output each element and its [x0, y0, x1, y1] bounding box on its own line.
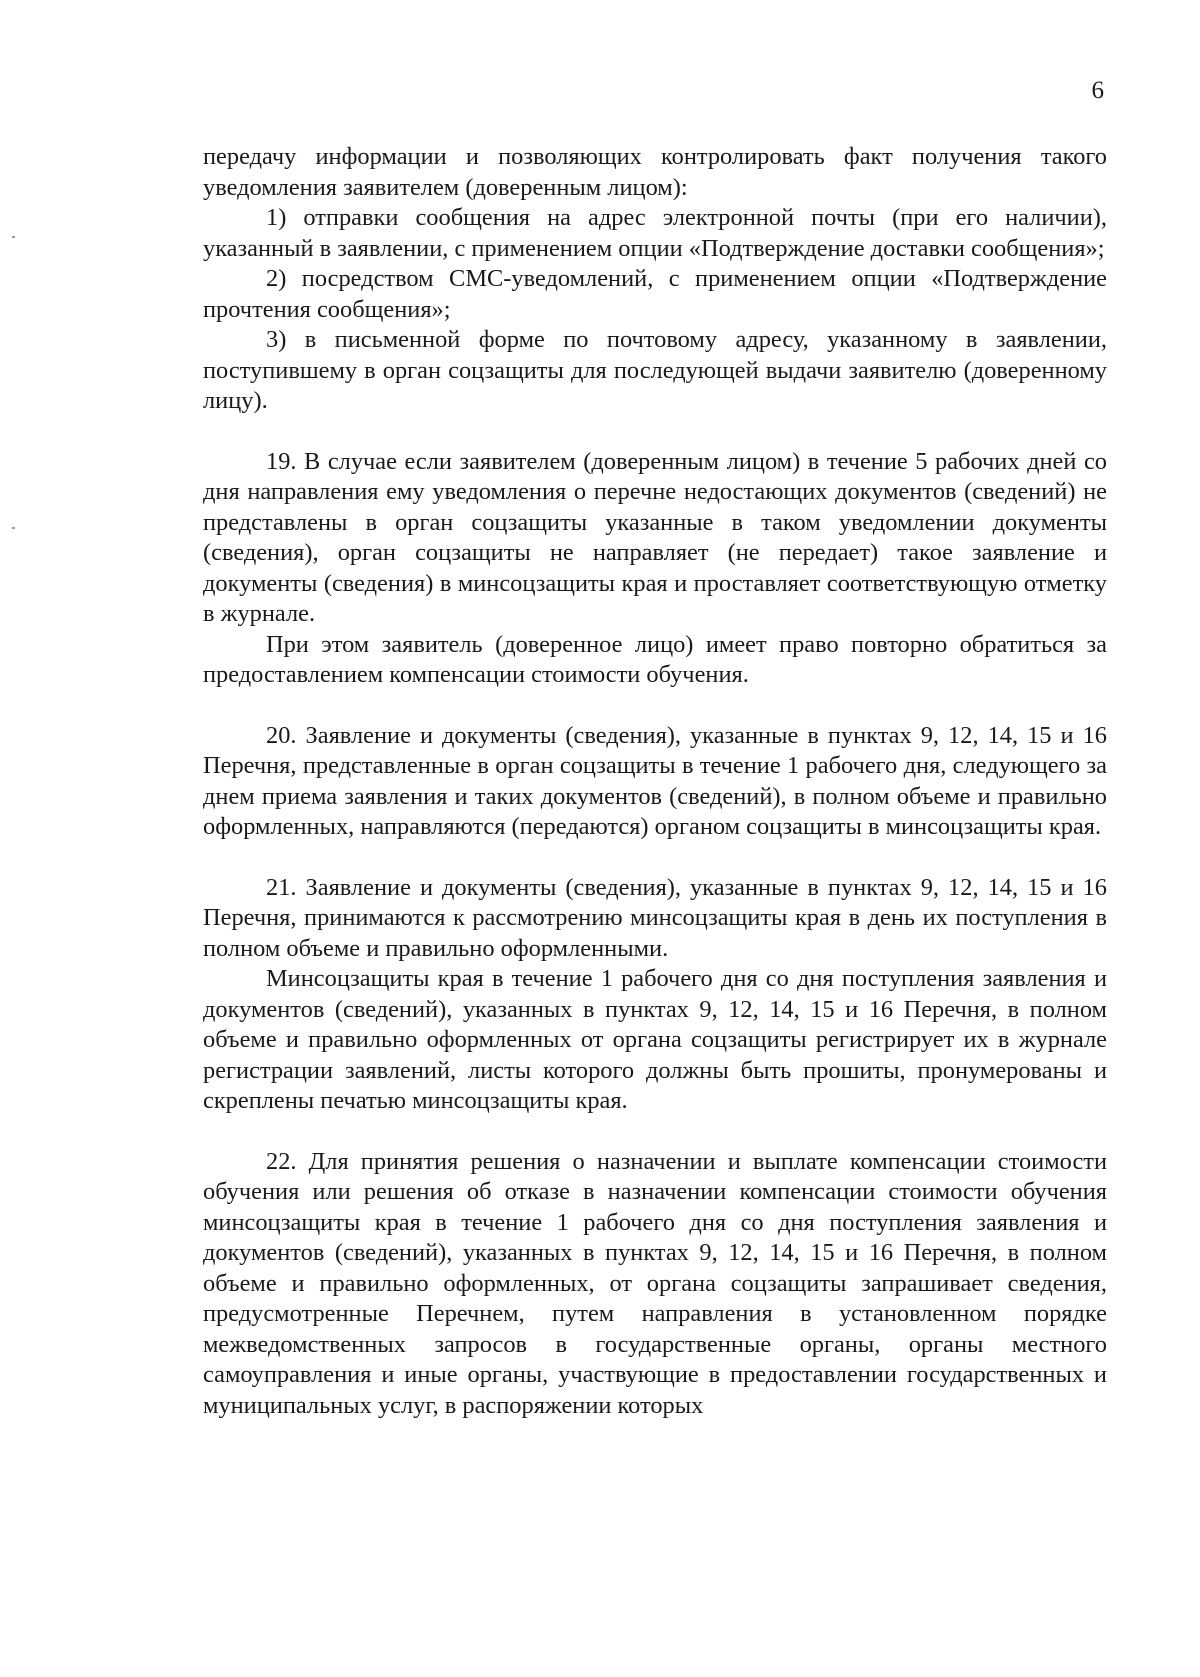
list-item-email: 1) отправки сообщения на адрес электронной почты (при его наличии), указанный в заявлении, с применением опции «Подтверждение доставки сообщения»; [203, 204, 1107, 262]
document-body [203, 142, 1107, 1421]
page-number: 6 [1091, 77, 1104, 104]
scan-mark [12, 236, 15, 238]
clause-21-registration: Минсоцзащиты края в течение 1 рабочего дня со дня поступления заявления и документов (сведений), указанных в пунктах 9, 12, 14, 15 и 16 Перечня, в полном объеме и правильно оформленных от органа соцзащиты регистрирует их в журнале регистрации заявлений, листы которого должны быть прошиты, пронумерованы и скреплены печатью минсоцзащиты края. [203, 965, 1107, 1114]
list-item-sms: 2) посредством СМС-уведомлений, с применением опции «Подтверждение прочтения сообщения»; [203, 265, 1107, 323]
clause-22: 22. Для принятия решения о назначении и выплате компенсации стоимости обучения или решения об отказе в назначении компенсации стоимости обучения минсоцзащиты края в течение 1 рабочего дня со дня поступления заявления и документов (сведений), указанных в пунктах 9, 12, 14, 15 и 16 Перечня, в полном объеме и правильно оформленных, от органа соцзащиты запрашивает сведения, предусмотренные Перечнем, путем направления в установленном порядке межведомственных запросов в государственные органы, органы местного самоуправления и иные органы, участвующие в предоставлении государственных и муниципальных услуг, в распоряжении которых [203, 1147, 1107, 1419]
scan-mark [12, 527, 15, 529]
clause-19-note: При этом заявитель (доверенное лицо) имеет право повторно обратиться за предоставлением компенсации стоимости обучения. [203, 630, 1107, 688]
paragraph-continuation: передачу информации и позволяющих контролировать факт получения такого уведомления заявителем (доверенным лицом): [203, 143, 1107, 201]
list-item-post: 3) в письменной форме по почтовому адресу, указанному в заявлении, поступившему в орган соцзащиты для последующей выдачи заявителю (доверенному лицу). [203, 326, 1107, 414]
clause-19: 19. В случае если заявителем (доверенным лицом) в течение 5 рабочих дней со дня направления ему уведомления о перечне недостающих документов (сведений) не представлены в орган соцзащиты указанные в таком уведомлении документы (сведения), орган соцзащиты не направляет (не передает) такое заявление и документы (сведения) в минсоцзащиты края и проставляет соответствующую отметку в журнале. [203, 447, 1107, 627]
clause-21: 21. Заявление и документы (сведения), указанные в пунктах 9, 12, 14, 15 и 16 Перечня, принимаются к рассмотрению минсоцзащиты края в день их поступления в полном объеме и правильно оформленными. [203, 873, 1107, 962]
clause-20: 20. Заявление и документы (сведения), указанные в пунктах 9, 12, 14, 15 и 16 Перечня, представленные в орган соцзащиты в течение 1 рабочего дня, следующего за днем приема заявления и таких документов (сведений), в полном объеме и правильно оформленных, направляются (передаются) органом соцзащиты в минсоцзащиты края. [203, 721, 1107, 840]
